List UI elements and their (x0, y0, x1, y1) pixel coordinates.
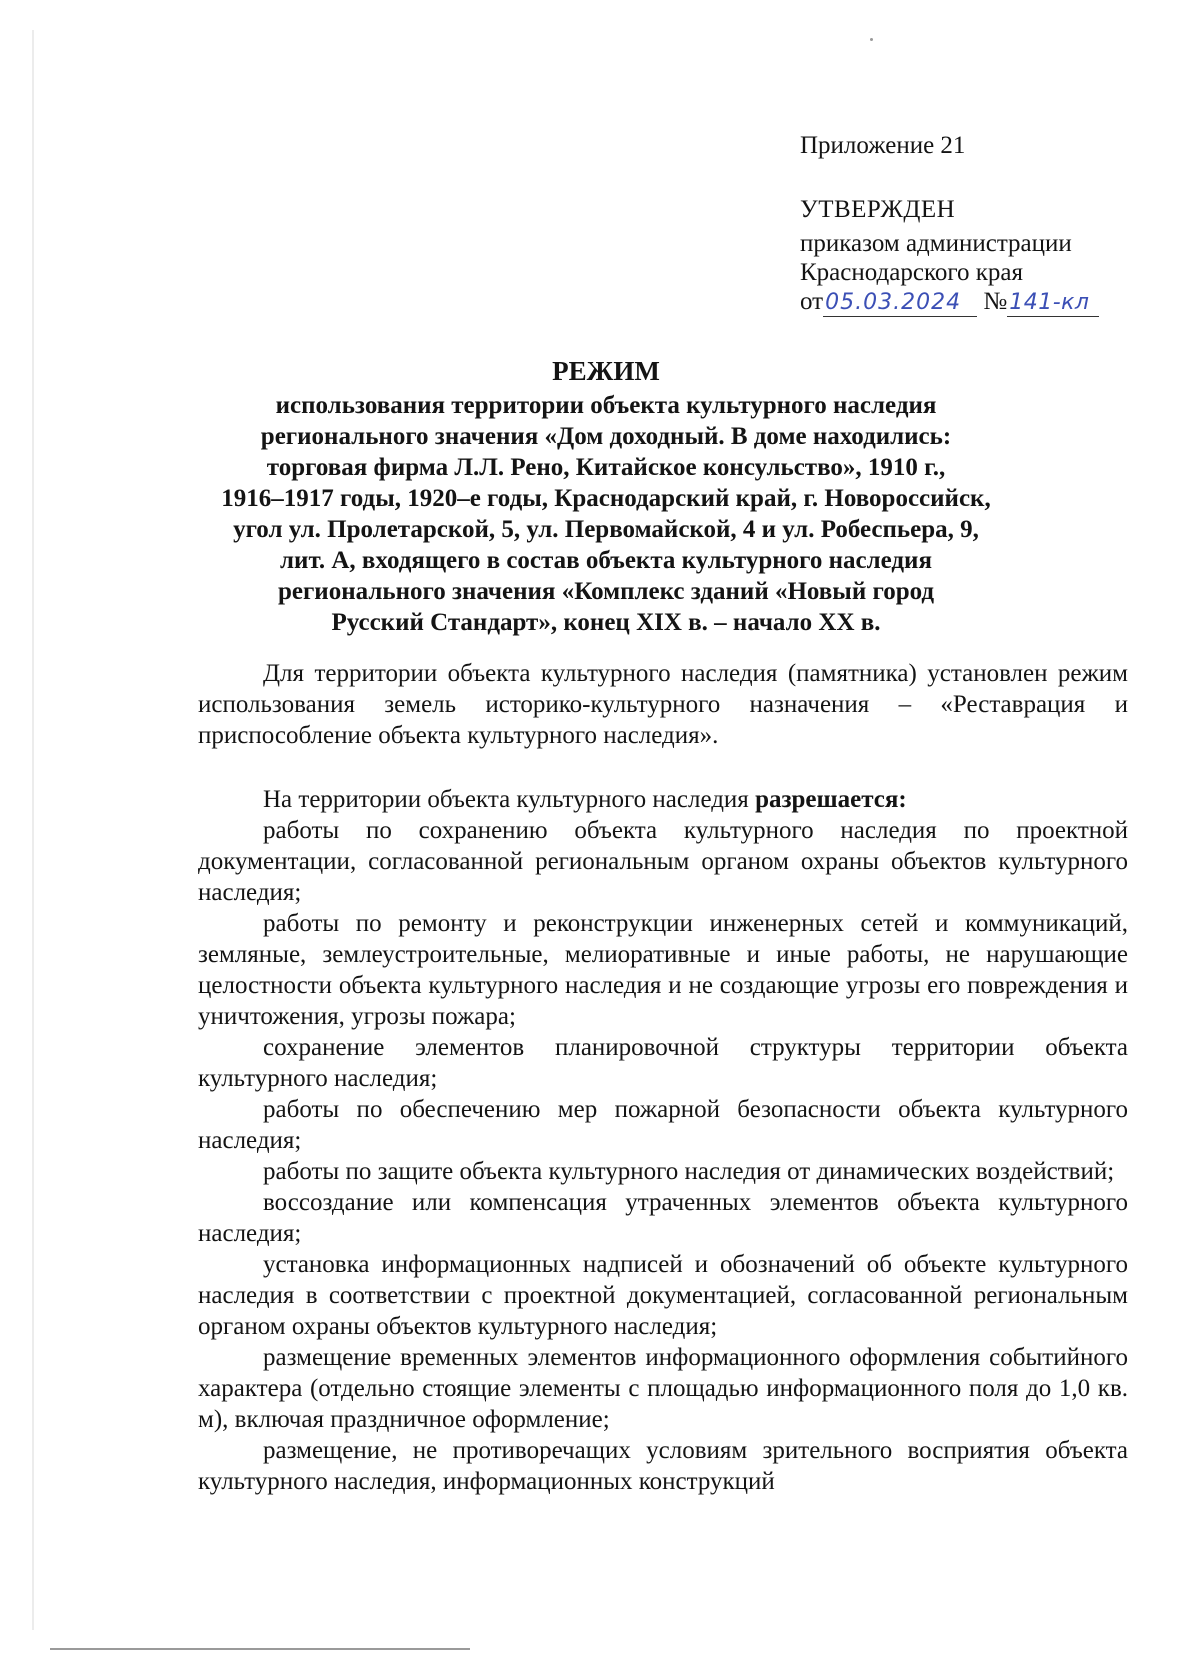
scan-speck (870, 38, 873, 41)
allowed-lead-bold: разрешается: (755, 786, 907, 813)
allowed-item: работы по защите объекта культурного наследия от динамических воздействий; (263, 1158, 1115, 1185)
allowed-lead-text: На территории объекта культурного наследия (263, 786, 756, 813)
allowed-item: размещение временных элементов информационного оформления событийного характера (отдельно стоящие элементы с площадью информационного поля до 1,0 кв. м), включая праздничное оформление; (198, 1344, 1128, 1433)
date-prefix: от (800, 288, 824, 315)
allowed-item: установка информационных надписей и обозначений об объекте культурного наследия в соответствии с проектной документацией, согласованной региональным органом охраны объектов культурного наследия; (198, 1251, 1128, 1340)
intro-section (198, 658, 1128, 751)
intro-paragraph: Для территории объекта культурного наследия (памятника) установлен режим использования земель историко-культурного назначения – «Реставрация и приспособление объекта культурного наследия». (198, 660, 1128, 749)
handwritten-date: 05.03.2024 (823, 290, 977, 317)
title-line: регионального значения «Дом доходный. В доме находились: (260, 423, 952, 450)
title-line: угол ул. Пролетарской, 5, ул. Первомайской, 4 и ул. Робеспьера, 9, (233, 516, 979, 543)
handwritten-number: 141-кл (1007, 290, 1099, 317)
allowed-item: работы по ремонту и реконструкции инженерных сетей и коммуникаций, земляные, землеустроительные, мелиоративные и иные работы, не нарушающие целостности объекта культурного наследия и не создающие угрозы его повреждения и уничтожения, угрозы пожара; (198, 910, 1128, 1030)
approval-date-number (800, 286, 1099, 317)
allowed-item: работы по обеспечению мер пожарной безопасности объекта культурного наследия; (198, 1096, 1128, 1154)
title-line: Русский Стандарт», конец XIX в. – начало XX в. (331, 609, 881, 636)
appendix-label: Приложение 21 (800, 132, 966, 159)
footer-rule (50, 1648, 470, 1650)
approved-label: УТВЕРЖДЕН (800, 196, 956, 223)
allowed-item: работы по сохранению объекта культурного наследия по проектной документации, согласованной региональным органом охраны объектов культурного наследия; (198, 817, 1128, 906)
scan-left-edge (32, 30, 34, 1630)
number-prefix: № (983, 288, 1008, 315)
allowed-item: размещение, не противоречащих условиям зрительного восприятия объекта культурного наследия, информационных конструкций (198, 1437, 1128, 1495)
title-line: использования территории объекта культурного наследия (275, 392, 937, 419)
allowed-section (198, 784, 1128, 1497)
title-line: лит. А, входящего в состав объекта культурного наследия (280, 547, 932, 574)
allowed-item: сохранение элементов планировочной структуры территории объекта культурного наследия; (198, 1034, 1128, 1092)
title-main: РЕЖИМ (552, 356, 660, 386)
title-line: регионального значения «Комплекс зданий «Новый город (277, 578, 935, 605)
title-line: 1916–1917 годы, 1920–е годы, Краснодарский край, г. Новороссийск, (221, 485, 991, 512)
allowed-item: воссоздание или компенсация утраченных элементов объекта культурного наследия; (198, 1189, 1128, 1247)
document-title (200, 356, 1012, 638)
approved-by-order: приказом администрации (800, 230, 1072, 257)
allowed-lead (198, 784, 1128, 815)
title-line: торговая фирма Л.Л. Рено, Китайское консульство», 1910 г., (266, 454, 946, 481)
approved-region: Краснодарского края (800, 259, 1023, 286)
